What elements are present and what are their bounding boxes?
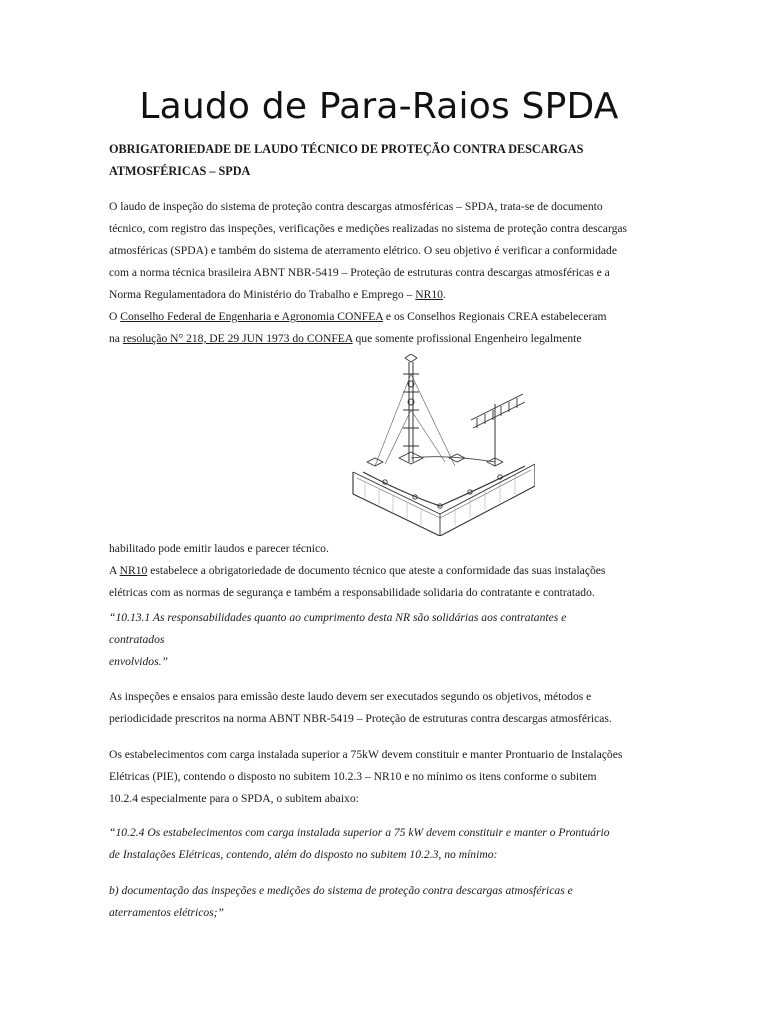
- intro-line-6-end: e os Conselhos Regionais CREA estabeleceram: [383, 310, 607, 323]
- nr10-link[interactable]: NR10: [415, 288, 443, 301]
- inspection-line-1: As inspeções e ensaios para emissão deste laudo devem ser executados segundo os objetivos, métodos e: [109, 690, 592, 703]
- pie-paragraph: [109, 744, 664, 810]
- heading-line-1: OBRIGATORIEDADE DE LAUDO TÉCNICO DE PROTEÇÃO CONTRA DESCARGAS: [109, 142, 584, 156]
- nr10-line-3: elétricas com as normas de segurança e também a responsabilidade solidaria do contratante e contratado.: [109, 586, 595, 599]
- intro-line-2: técnico, com registro das inspeções, verificações e medições realizadas no sistema de proteção contra descargas: [109, 222, 628, 235]
- nr10-line-1: habilitado pode emitir laudos e parecer técnico.: [109, 542, 329, 555]
- heading-line-2: ATMOSFÉRICAS – SPDA: [109, 164, 251, 178]
- intro-line-6: [109, 306, 664, 328]
- confea-link[interactable]: Conselho Federal de Engenharia e Agronomia CONFEA: [120, 310, 384, 323]
- nr10-line-2-end: estabelece a obrigatoriedade de documento técnico que ateste a conformidade das suas instalações: [147, 564, 606, 577]
- quote3-line-2: aterramentos elétricos;”: [109, 906, 224, 919]
- intro-line-7-text: na: [109, 332, 123, 345]
- quote-10-2-4: [109, 822, 664, 866]
- quote1-line-2: contratados: [109, 633, 165, 646]
- nr10-link-2[interactable]: NR10: [119, 564, 148, 577]
- intro-line-5-text: Norma Regulamentadora do Ministério do Trabalho e Emprego –: [109, 288, 416, 301]
- pie-line-3: 10.2.4 especialmente para o SPDA, o subitem abaixo:: [109, 792, 359, 805]
- intro-line-1: O laudo de inspeção do sistema de proteção contra descargas atmosféricas – SPDA, trata-se de documento: [109, 200, 603, 213]
- inspection-line-2: periodicidade prescritos na norma ABNT NBR-5419 – Proteção de estruturas contra descargas atmosféricas.: [109, 712, 612, 725]
- intro-line-5-end: .: [442, 288, 446, 301]
- quote2-line-2: de Instalações Elétricas, contendo, além do disposto no subitem 10.2.3, no mínimo:: [109, 848, 498, 861]
- page-title: Laudo de Para-Raios SPDA: [139, 86, 619, 127]
- quote-responsibilities: [109, 607, 664, 673]
- intro-line-5: [109, 284, 664, 306]
- quote1-line-1: “10.13.1 As responsabilidades quanto ao cumprimento desta NR são solidárias aos contratantes e: [109, 611, 567, 624]
- intro-paragraph: [109, 196, 664, 350]
- resolution-link[interactable]: resolução N° 218, DE 29 JUN 1973 do CONFEA: [122, 332, 353, 345]
- nr10-paragraph: [109, 538, 664, 604]
- quote-item-b: [109, 880, 664, 924]
- quote3-line-1: b) documentação das inspeções e medições do sistema de proteção contra descargas atmosféricas e: [109, 884, 573, 897]
- intro-line-4: com a norma técnica brasileira ABNT NBR-5419 – Proteção de estruturas contra descargas atmosféricas e a: [109, 266, 610, 279]
- quote1-line-3: envolvidos.”: [109, 655, 168, 668]
- intro-line-6-text: O: [109, 310, 121, 323]
- lightning-rod-illustration: [345, 354, 535, 536]
- pie-line-2: Elétricas (PIE), contendo o disposto no subitem 10.2.3 – NR10 e no mínimo os itens conforme o subitem: [109, 770, 597, 783]
- inspection-paragraph: [109, 686, 664, 730]
- intro-line-3: atmosféricas (SPDA) e também do sistema de aterramento elétrico. O seu objetivo é verificar a conformidade: [109, 244, 618, 257]
- pie-line-1: Os estabelecimentos com carga instalada superior a 75kW devem constituir e manter Prontuario de Instalações: [109, 748, 623, 761]
- nr10-line-2-text: A: [109, 564, 120, 577]
- intro-line-7-end: que somente profissional Engenheiro legalmente: [352, 332, 582, 345]
- nr10-line-2: [109, 560, 664, 582]
- section-heading: [109, 138, 664, 182]
- intro-line-7: [109, 328, 664, 350]
- quote2-line-1: “10.2.4 Os estabelecimentos com carga instalada superior a 75 kW devem constituir e manter o Prontuário: [109, 826, 610, 839]
